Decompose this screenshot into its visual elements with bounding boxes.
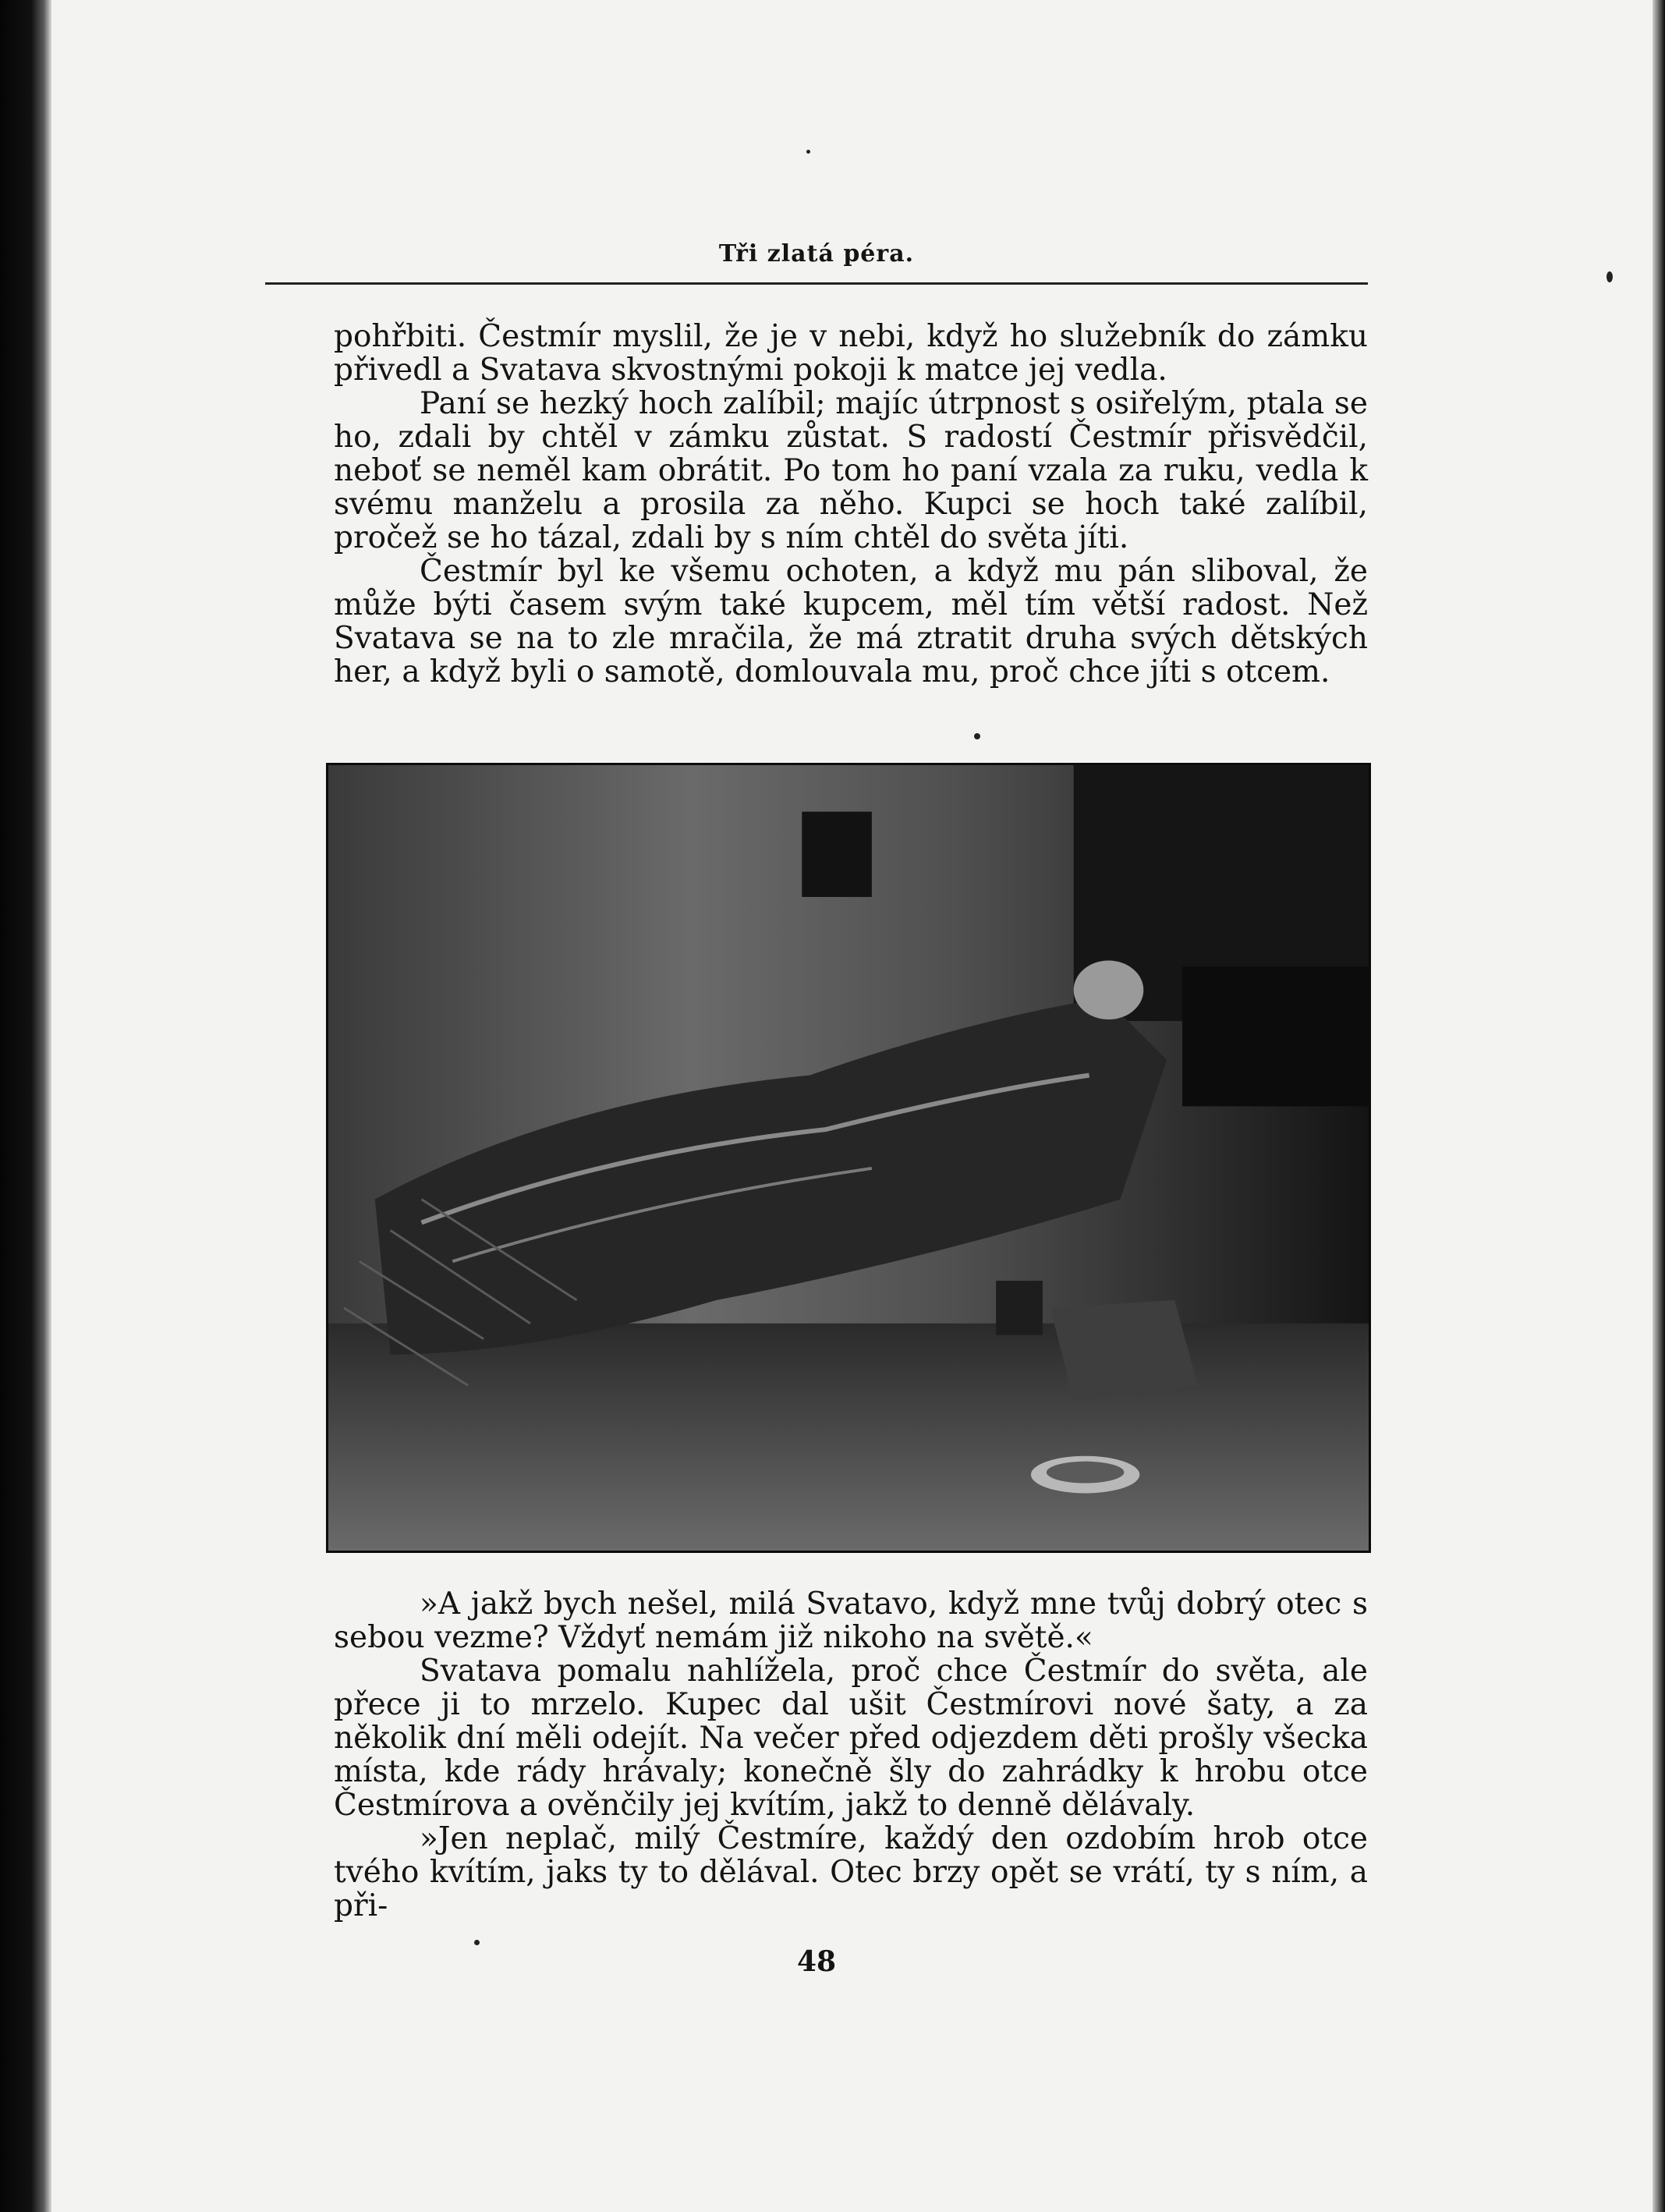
paragraph: Paní se hezký hoch zalíbil; majíc útrpnost s osiřelým, ptala se ho, zdali by chtěl v zámku zůstat. S radostí Čestmír přisvědčil, neboť se neměl kam obrátit. Po tom ho paní vzala za ruku, vedla k svému manželu a prosila za něho. Kupci se hoch také zalíbil, pročež se ho tázal, zdali by s ním chtěl do světa jíti. [334, 386, 1368, 555]
header-rule [265, 282, 1368, 285]
paragraph: Svatava pomalu nahlížela, proč chce Čestmír do světa, ale přece ji to mrzelo. Kupec dal ušit Čestmírovi nové šaty, a za několik dní měli odejít. Na večer před odjezdem děti prošly všecka místa, kde rády hrávaly; konečně šly do zahrádky k hrobu otce Čestmírova a ověnčily jej kvítím, jakž to denně dělávaly. [334, 1654, 1368, 1823]
illustration-deathbed-scene [326, 763, 1371, 1553]
scan-speck [806, 150, 810, 154]
paragraph: pohřbiti. Čestmír myslil, že je v nebi, když ho služebník do zámku přivedl a Svatava skvostnými pokoji k matce jej vedla. [334, 319, 1368, 388]
scan-left-margin [0, 0, 51, 2212]
scan-speck [1607, 271, 1613, 282]
body-text-top [334, 320, 1368, 689]
scan-speck [474, 1940, 480, 1945]
paragraph: »Jen neplač, milý Čestmíre, každý den ozdobím hrob otce tvého kvítím, jaks ty to dělával. Otec brzy opět se vrátí, ty s ním, a při- [334, 1821, 1368, 1923]
running-title: Tři zlatá péra. [718, 240, 915, 268]
scan-speck [974, 733, 980, 739]
page-number: 48 [796, 1945, 837, 1978]
body-text-bottom [334, 1587, 1368, 1923]
scan-right-margin [1653, 0, 1665, 2212]
paragraph: »A jakž bych nešel, milá Svatavo, když mne tvůj dobrý otec s sebou vezme? Vždyť nemám již nikoho na světě.« [334, 1586, 1368, 1655]
paragraph: Čestmír byl ke všemu ochoten, a když mu pán sliboval, že může býti časem svým také kupcem, měl tím větší radost. Než Svatava se na to zle mračila, že má ztratit druha svých dětských her, a když byli o samotě, domlouvala mu, proč chce jíti s otcem. [334, 554, 1368, 689]
illustration-drawing [328, 765, 1369, 1551]
